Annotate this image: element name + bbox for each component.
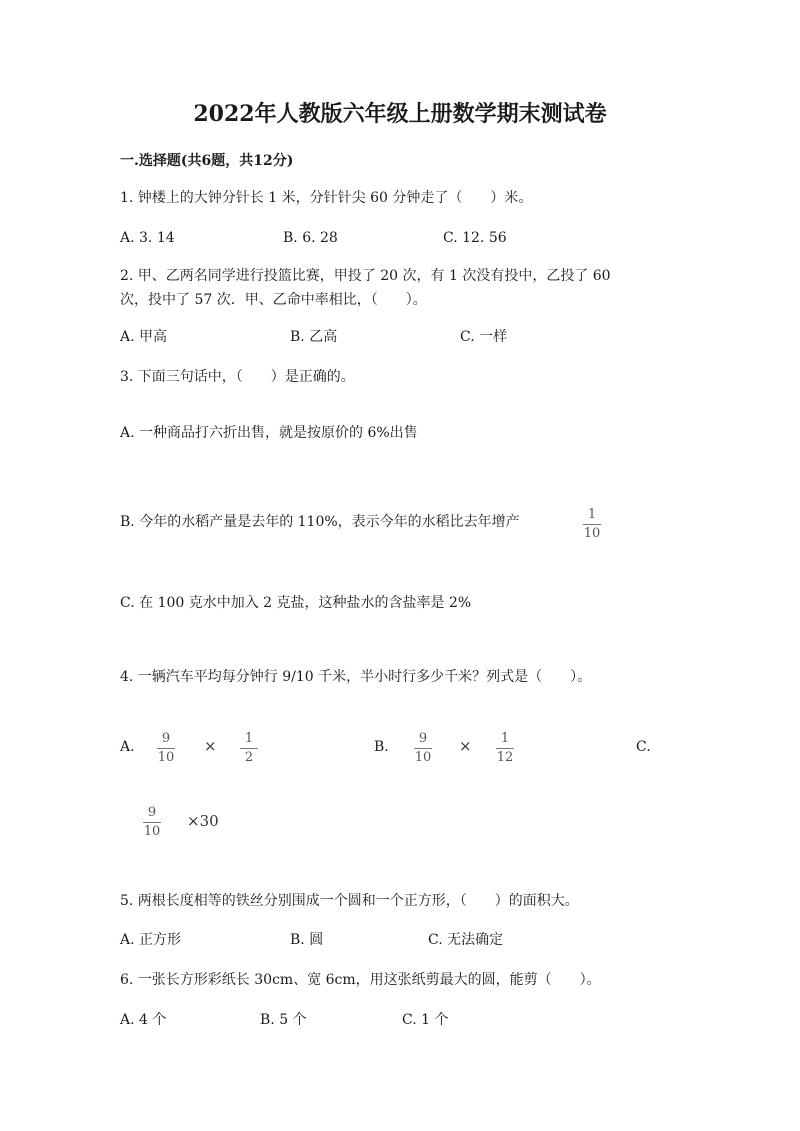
fraction-denominator: 12 xyxy=(496,750,514,765)
fraction-bar xyxy=(240,748,258,749)
question-4-option-c-label: C. xyxy=(636,739,651,755)
question-6-option-b: B. 5 个 xyxy=(260,1012,307,1028)
question-2-option-b: B. 乙高 xyxy=(290,329,338,345)
fraction-numerator: 9 xyxy=(147,805,157,820)
fraction-denominator: 2 xyxy=(244,750,254,765)
question-4-option-b-fraction-2 xyxy=(496,731,514,765)
fraction-numerator: 9 xyxy=(161,731,171,746)
question-1-option-b: B. 6. 28 xyxy=(283,230,338,246)
fraction-denominator: 10 xyxy=(414,750,432,765)
fraction-bar xyxy=(496,748,514,749)
fraction-numerator: 1 xyxy=(587,507,597,522)
fraction-bar xyxy=(414,748,432,749)
fraction-numerator: 1 xyxy=(500,731,510,746)
question-6-stem: 6. 一张长方形彩纸长 30cm、宽 6cm，用这张纸剪最大的圆，能剪（ ）。 xyxy=(120,972,601,988)
question-6-option-c: C. 1 个 xyxy=(402,1012,449,1028)
question-1-option-c: C. 12. 56 xyxy=(443,230,507,246)
question-2-stem-line1: 2. 甲、乙两名同学进行投篮比赛，甲投了 20 次，有 1 次没有投中，乙投了 60 xyxy=(120,268,611,284)
question-4-stem: 4. 一辆汽车平均每分钟行 9/10 千米，半小时行多少千米？列式是（ ）。 xyxy=(120,669,592,685)
question-4-option-b-times: × xyxy=(459,737,472,755)
fraction-denominator: 10 xyxy=(143,824,161,839)
question-4-option-a-fraction-1 xyxy=(157,731,175,765)
fraction-bar xyxy=(583,524,601,525)
question-3-option-b: B. 今年的水稻产量是去年的 110%，表示今年的水稻比去年增产 xyxy=(120,514,520,530)
fraction-numerator: 1 xyxy=(244,731,254,746)
question-5-option-b: B. 圆 xyxy=(290,932,324,948)
question-1-option-a: A. 3. 14 xyxy=(120,230,175,246)
question-5-option-a: A. 正方形 xyxy=(120,932,182,948)
fraction-denominator: 10 xyxy=(583,526,601,541)
section-heading: 一.选择题(共6题，共12分) xyxy=(120,153,294,169)
fraction-denominator: 10 xyxy=(157,750,175,765)
question-4-option-a-fraction-2 xyxy=(240,731,258,765)
question-3-fraction xyxy=(583,507,601,541)
fraction-bar xyxy=(157,748,175,749)
fraction-bar xyxy=(143,822,161,823)
question-4-option-b-fraction-1 xyxy=(414,731,432,765)
question-4-option-b-label: B. xyxy=(374,739,389,755)
question-4-option-a-label: A. xyxy=(120,739,135,755)
question-2-option-a: A. 甲高 xyxy=(120,329,168,345)
question-5-option-c: C. 无法确定 xyxy=(428,932,504,948)
question-4-option-c-fraction xyxy=(143,805,161,839)
question-3-option-a: A. 一种商品打六折出售，就是按原价的 6%出售 xyxy=(120,425,418,441)
question-3-option-c: C. 在 100 克水中加入 2 克盐，这种盐水的含盐率是 2% xyxy=(120,595,472,611)
question-4-option-c-tail: ×30 xyxy=(187,812,219,830)
fraction-numerator: 9 xyxy=(418,731,428,746)
question-2-stem-line2: 次，投中了 57 次．甲、乙命中率相比，（ ）。 xyxy=(120,292,427,308)
question-3-stem: 3. 下面三句话中，（ ）是正确的。 xyxy=(120,369,355,385)
question-6-option-a: A. 4 个 xyxy=(120,1012,167,1028)
question-1-stem: 1. 钟楼上的大钟分针长 1 米，分针针尖 60 分钟走了（ ）米。 xyxy=(120,190,533,206)
question-4-option-a-times: × xyxy=(204,737,217,755)
question-2-option-c: C. 一样 xyxy=(460,329,508,345)
question-5-stem: 5. 两根长度相等的铁丝分别围成一个圆和一个正方形，（ ）的面积大。 xyxy=(120,893,579,909)
page-title: 2022年人教版六年级上册数学期末测试卷 xyxy=(193,101,607,127)
